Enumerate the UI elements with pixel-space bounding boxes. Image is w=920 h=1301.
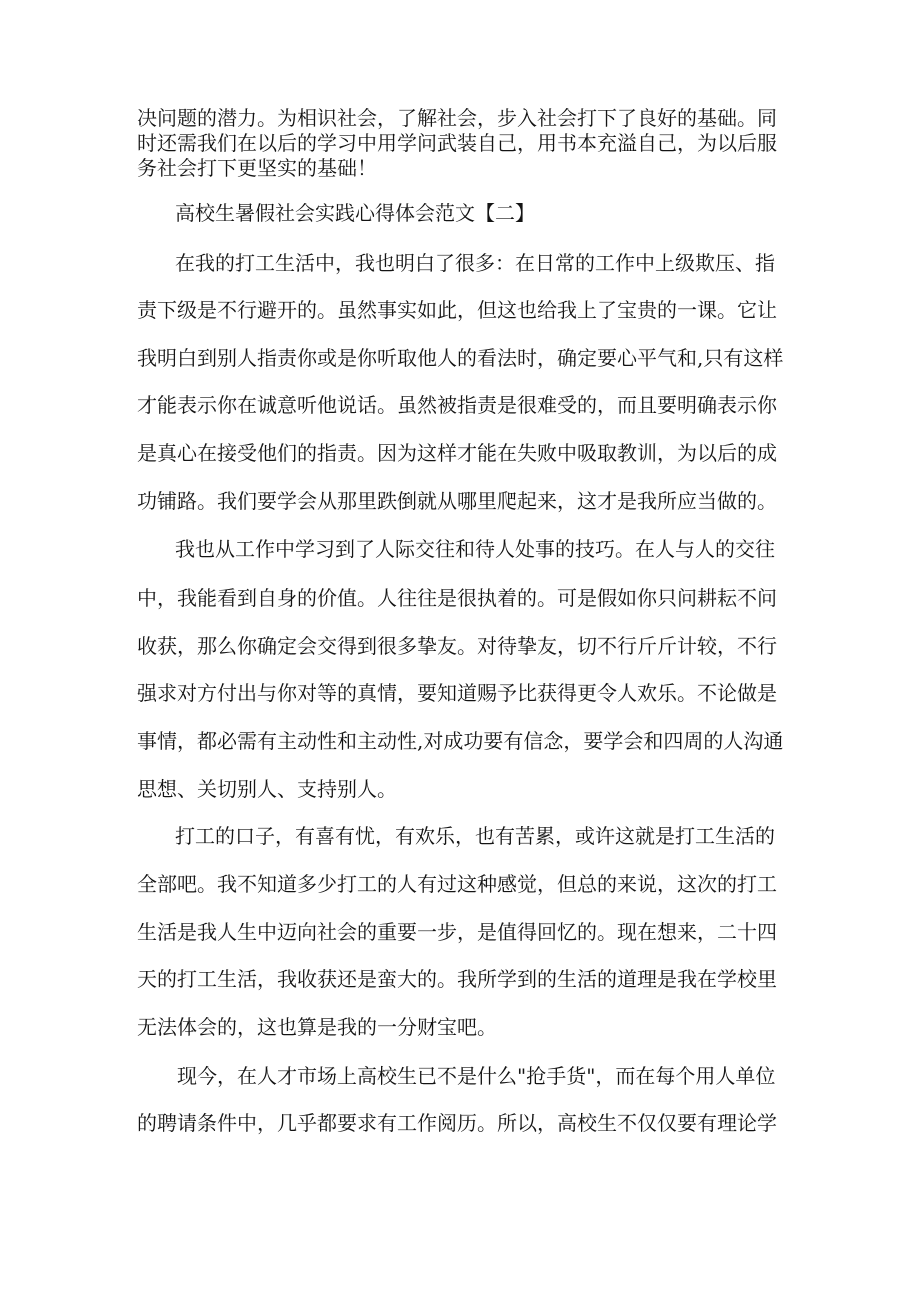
text-line: 我明白到别人指责你或是你听取他人的看法时，确定要心平气和,只有这样 — [137, 346, 784, 370]
text-line: 无法体会的，这也算是我的一分财宝吧。 — [137, 1015, 497, 1039]
text-line: 功铺路。我们要学会从那里跌倒就从哪里爬起来，这才是我所应当做的。 — [137, 489, 777, 513]
text-line: 强求对方付出与你对等的真情，要知道赐予比获得更令人欢乐。不论做是 — [137, 681, 777, 705]
text-line: 现今，在人才市场上高校生已不是什么"抢手货"，而在每个用人单位 — [177, 1064, 776, 1088]
text-line: 收获，那么你确定会交得到很多挚友。对待挚友，切不行斤斤计较，不行 — [137, 634, 777, 658]
text-line: 打工的口子，有喜有忧，有欢乐，也有苦累，或许这就是打工生活的 — [175, 824, 775, 848]
text-line: 的聘请条件中，几乎都要求有工作阅历。所以，高校生不仅仅要有理论学 — [137, 1111, 777, 1135]
text-line: 决问题的潜力。为相识社会，了解社会，步入社会打下了良好的基础。同 — [137, 106, 777, 130]
text-line: 天的打工生活，我收获还是蛮大的。我所学到的生活的道理是我在学校里 — [137, 967, 777, 991]
text-line: 中，我能看到自身的价值。人往往是很执着的。可是假如你只问耕耘不问 — [137, 586, 777, 610]
text-line: 事情，都必需有主动性和主动性,对成功要有信念，要学会和四周的人沟通 — [137, 729, 784, 753]
text-line: 是真心在接受他们的指责。因为这样才能在失败中吸取教训，为以后的成 — [137, 441, 777, 465]
text-line: 才能表示你在诚意听他说话。虽然被指责是很难受的，而且要明确表示你 — [137, 393, 777, 417]
text-line: 我也从工作中学习到了人际交往和待人处事的技巧。在人与人的交往 — [175, 537, 775, 561]
text-line: 思想、关切别人、支持别人。 — [137, 777, 397, 801]
text-line: 时还需我们在以后的学习中用学问武装自己，用书本充溢自己，为以后服 — [137, 131, 777, 155]
text-line: 在我的打工生活中，我也明白了很多：在日常的工作中上级欺压、指 — [175, 251, 775, 275]
text-line: 生活是我人生中迈向社会的重要一步，是值得回忆的。现在想来，二十四 — [137, 920, 777, 944]
text-line: 责下级是不行避开的。虽然事实如此，但这也给我上了宝贵的一课。它让 — [137, 298, 777, 322]
section-heading: 高校生暑假社会实践心得体会范文【二】 — [175, 201, 535, 225]
text-line: 务社会打下更坚实的基础！ — [137, 156, 377, 180]
text-line: 全部吧。我不知道多少打工的人有过这种感觉，但总的来说，这次的打工 — [137, 872, 777, 896]
